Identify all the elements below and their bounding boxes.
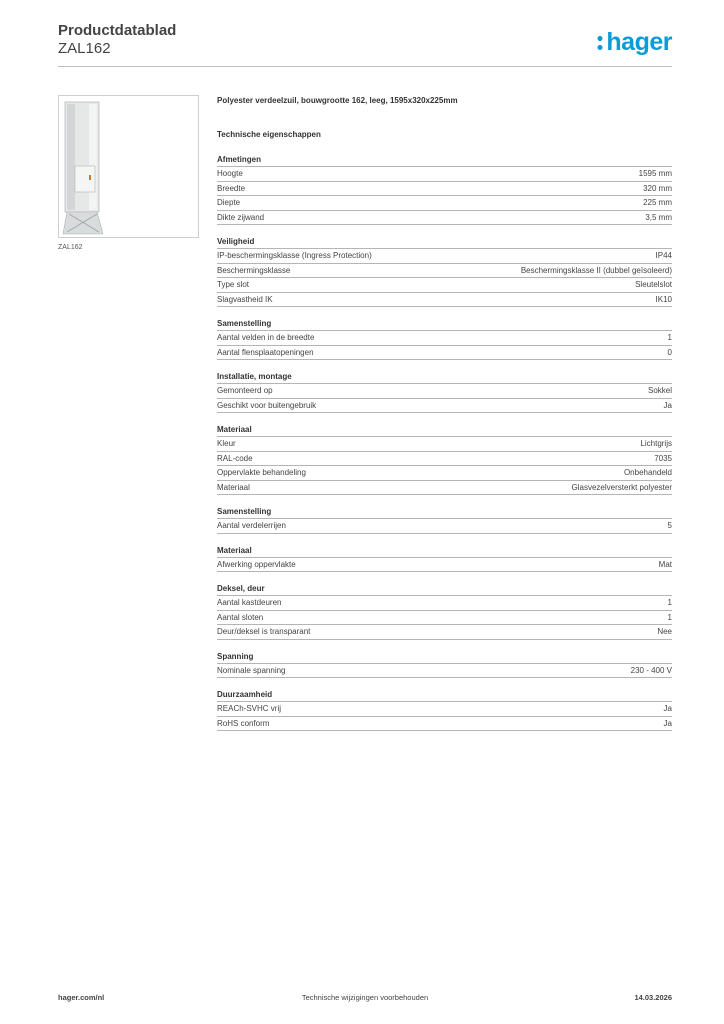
spec-value: IK10 [655, 294, 672, 304]
spec-row [217, 558, 672, 573]
spec-label: Dikte zijwand [217, 212, 265, 222]
spec-label: Deur/deksel is transparant [217, 627, 311, 636]
spec-value: Beschermingsklasse II (dubbel geïsoleerd) [520, 265, 672, 275]
spec-value: Mat [658, 559, 672, 569]
spec-value: 225 mm [643, 198, 672, 207]
spec-row [217, 611, 672, 626]
spec-value: 320 mm [643, 183, 672, 193]
spec-row [217, 519, 672, 534]
spec-row [217, 167, 672, 182]
spec-group [217, 651, 672, 679]
spec-label: RoHS conform [217, 718, 270, 728]
spec-value: 1 [667, 598, 672, 607]
distribution-pillar-illustration [59, 96, 198, 237]
spec-group-title: Deksel, deur [217, 583, 672, 596]
page-header [58, 22, 176, 58]
spec-group [217, 545, 672, 573]
spec-row [217, 211, 672, 226]
spec-row [217, 437, 672, 452]
spec-label: Breedte [217, 183, 246, 193]
spec-value: Onbehandeld [623, 468, 672, 477]
spec-row [217, 481, 672, 496]
header-divider [58, 66, 672, 67]
spec-group [217, 506, 672, 534]
spec-label: Aantal sloten [217, 612, 264, 622]
spec-label: Gemonteerd op [217, 386, 273, 395]
spec-group [217, 583, 672, 640]
footer-website-link[interactable]: hager.com/nl [58, 993, 105, 1002]
spec-group [217, 318, 672, 360]
spec-row [217, 196, 672, 211]
spec-group-title: Duurzaamheid [217, 689, 672, 702]
footer-date: 14.03.2026 [634, 993, 672, 1002]
spec-value: 7035 [654, 453, 672, 463]
spec-group-title: Samenstelling [217, 318, 672, 331]
spec-label: RAL-code [217, 453, 253, 463]
spec-label: Aantal velden in de breedte [217, 333, 315, 342]
section-title: Technische eigenschappen [217, 130, 321, 139]
logo-dots-icon [597, 34, 603, 52]
spec-row [217, 249, 672, 264]
spec-value: 0 [667, 347, 672, 357]
product-code: ZAL162 [58, 40, 111, 57]
spec-row [217, 264, 672, 279]
product-image [58, 95, 199, 238]
spec-group-title: Materiaal [217, 424, 672, 437]
spec-group [217, 424, 672, 495]
spec-label: Diepte [217, 198, 241, 207]
spec-row [217, 293, 672, 308]
product-description: Polyester verdeelzuil, bouwgrootte 162, leeg, 1595x320x225mm [217, 96, 458, 105]
spec-row [217, 702, 672, 717]
image-caption: ZAL162 [58, 244, 83, 251]
spec-group-title: Afmetingen [217, 154, 672, 167]
spec-row [217, 452, 672, 467]
spec-row [217, 596, 672, 611]
spec-value: 3,5 mm [645, 212, 672, 222]
spec-row [217, 664, 672, 679]
logo-text: hager [606, 28, 672, 56]
spec-value: Sokkel [647, 386, 672, 395]
spec-value: Ja [663, 704, 672, 713]
spec-row [217, 331, 672, 346]
spec-value: 1595 mm [638, 169, 672, 178]
spec-value: 1 [667, 612, 672, 622]
spec-group [217, 689, 672, 731]
spec-label: Aantal kastdeuren [217, 598, 282, 607]
spec-label: Hoogte [217, 169, 243, 178]
spec-group-title: Installatie, montage [217, 371, 672, 384]
spec-label: Type slot [217, 280, 250, 289]
spec-label: Afwerking oppervlakte [217, 559, 296, 569]
spec-label: Materiaal [217, 482, 250, 492]
spec-value: Glasvezelversterkt polyester [571, 482, 672, 492]
spec-value: 1 [667, 333, 672, 342]
spec-value: Ja [663, 400, 672, 410]
spec-row [217, 384, 672, 399]
spec-value: Lichtgrijs [640, 439, 672, 448]
spec-group-title: Samenstelling [217, 506, 672, 519]
spec-row [217, 717, 672, 732]
spec-row [217, 346, 672, 361]
spec-content [217, 94, 672, 731]
footer-disclaimer: Technische wijzigingen voorbehouden [301, 993, 429, 1002]
spec-group-title: Veiligheid [217, 236, 672, 249]
spec-label: Oppervlakte behandeling [217, 468, 306, 477]
spec-groups [217, 154, 672, 731]
spec-value: Sleutelslot [635, 280, 672, 289]
spec-label: IP-beschermingsklasse (Ingress Protection) [217, 251, 372, 260]
spec-value: 230 - 400 V [630, 665, 672, 675]
spec-group [217, 371, 672, 413]
spec-label: Slagvastheid IK [217, 294, 273, 304]
spec-row [217, 182, 672, 197]
spec-label: Geschikt voor buitengebruik [217, 400, 317, 410]
spec-row [217, 399, 672, 414]
spec-group [217, 154, 672, 225]
spec-row [217, 278, 672, 293]
spec-value: Nee [657, 627, 672, 636]
hager-logo [597, 28, 672, 56]
spec-group-title: Materiaal [217, 545, 672, 558]
spec-value: 5 [667, 521, 672, 530]
document-title: Productdatablad [58, 22, 177, 39]
spec-label: REACh-SVHC vrij [217, 704, 282, 713]
spec-group [217, 236, 672, 307]
spec-row [217, 625, 672, 640]
spec-value: IP44 [655, 251, 672, 260]
spec-label: Aantal verdelerrijen [217, 521, 286, 530]
spec-group-title: Spanning [217, 651, 672, 664]
spec-label: Nominale spanning [217, 665, 286, 675]
spec-label: Kleur [217, 439, 236, 448]
spec-value: Ja [663, 718, 672, 728]
spec-row [217, 466, 672, 481]
spec-label: Aantal flensplaatopeningen [217, 347, 314, 357]
spec-label: Beschermingsklasse [217, 265, 291, 275]
